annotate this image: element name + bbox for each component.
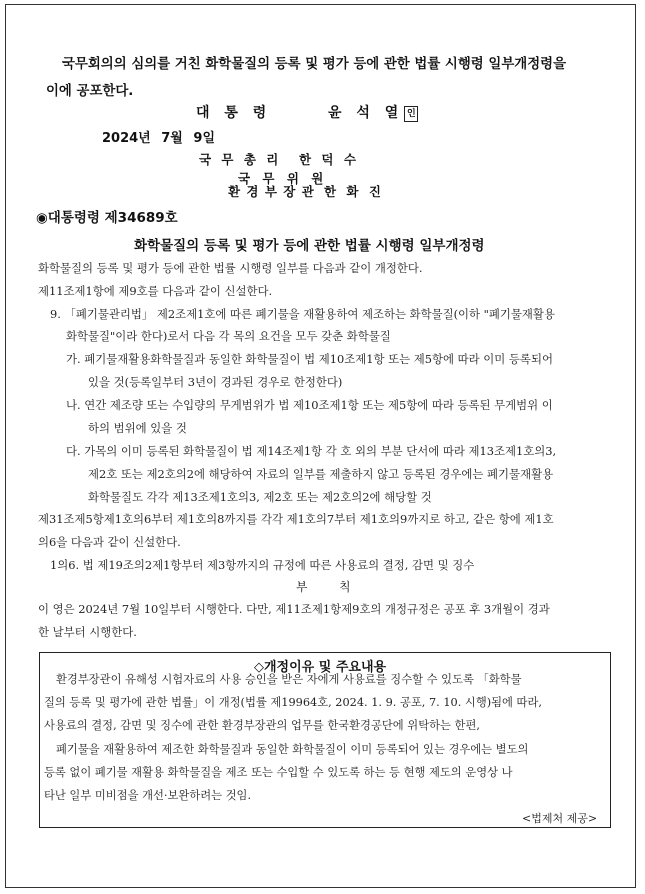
body-line: 제11조제1항에 제9호를 다음과 같이 신설한다. [38,284,273,298]
proclamation-line-1: 국무회의의 심의를 거친 화학물질의 등록 및 평가 등에 관한 법률 시행령 일부개정령을 [62,57,567,72]
reason-title: ◇개정이유 및 주요내용 [254,660,387,675]
seal-stamp: 인 [404,106,418,122]
proclamation-line-2: 이에 공포한다. [46,84,134,99]
body-line: 나. 연간 제조량 또는 수입량의 무게범위가 법 제10조제1항 또는 제5항에 따라 등록된 무게범위 이 [66,398,553,412]
president-name: 윤 석 열 [328,105,404,121]
body-line: 1의6. 법 제19조의2제1항부터 제3항까지의 규정에 따른 사용료의 결정, 감면 및 징수 [50,558,475,572]
body-line: 하의 범위에 있을 것 [88,421,187,435]
minister-label: 국 무 위 원 [238,171,328,186]
decree-number: ◉대통령령 제34689호 [36,210,178,226]
body-line: 제31조제5항제1호의6부터 제1호의8까지를 각각 제1호의7부터 제1호의9까지로 하고, 같은 항에 제1호 [38,512,554,526]
prime-minister-title: 국 무 총 리 [199,152,282,167]
reason-line: 환경부장관이 유해성 시험자료의 사용 승인을 받은 자에게 사용료를 징수할 수 있도록 「화학물 [56,673,522,686]
body-line: 화학물질"이라 한다)로서 다음 각 목의 요건을 모두 갖춘 화학물질 [66,329,391,343]
body-line: 있을 것(등록일부터 3년이 경과된 경우로 한정한다) [88,375,343,389]
president-signature [328,102,418,122]
source-credit: <법제처 제공> [522,812,598,825]
promulgation-date: 2024년 7월 9일 [102,131,215,146]
addenda-line: 이 영은 2024년 7월 10일부터 시행한다. 다만, 제11조제1항제9호의 개정규정은 공포 후 3개월이 경과 [38,602,550,616]
reason-line: 타난 일부 미비점을 개선·보완하려는 것임. [44,789,252,802]
body-line: 화학물질도 각각 제13조제1호의3, 제2호 또는 제2호의2에 해당할 것 [88,490,432,504]
minister-name: 한 화 진 [324,184,384,199]
addenda-title: 부 칙 [296,580,365,594]
body-line: 가. 폐기물재활용화학물질과 동일한 화학물질이 법 제10조제1항 또는 제5항에 따라 이미 등록되어 [66,352,553,366]
body-line: 9. 「폐기물관리법」 제2조제1호에 따른 폐기물을 재활용하여 제조하는 화학물질(이하 "폐기물재활용 [50,307,555,321]
prime-minister-name: 한 덕 수 [299,152,359,167]
president-title: 대 통 령 [196,105,272,121]
minister-title: 환 경 부 장 관 [228,184,315,199]
decree-title: 화학물질의 등록 및 평가 등에 관한 법률 시행령 일부개정령 [134,238,485,254]
body-line: 화학물질의 등록 및 평가 등에 관한 법률 시행령 일부를 다음과 같이 개정한다. [38,261,423,275]
reason-line: 사용료의 결정, 감면 및 징수에 관한 환경부장관의 업무를 한국환경공단에 위탁하는 한편, [44,719,480,732]
body-line: 제2호 또는 제2호의2에 해당하여 자료의 일부를 제출하지 않고 등록된 경우에는 폐기물재활용 [88,467,554,481]
body-line: 의6을 다음과 같이 신설한다. [38,535,181,549]
body-line: 다. 가목의 이미 등록된 화학물질이 법 제14조제1항 각 호 외의 부분 단서에 따라 제13조제1호의3, [66,444,557,458]
reason-line: 등록 없이 폐기물 재활용 화학물질을 제조 또는 수입할 수 있도록 하는 등 현행 제도의 운영상 나 [44,766,513,779]
gazette-page [5,4,636,888]
addenda-line: 한 날부터 시행한다. [38,625,137,639]
reason-line: 질의 등록 및 평가에 관한 법률」이 개정(법률 제19964호, 2024. 1. 9. 공포, 7. 10. 시행)됨에 따라, [44,696,542,709]
reason-line: 폐기물을 재활용하여 제조한 화학물질과 동일한 화학물질이 이미 등록되어 있는 경우에는 별도의 [56,743,529,756]
